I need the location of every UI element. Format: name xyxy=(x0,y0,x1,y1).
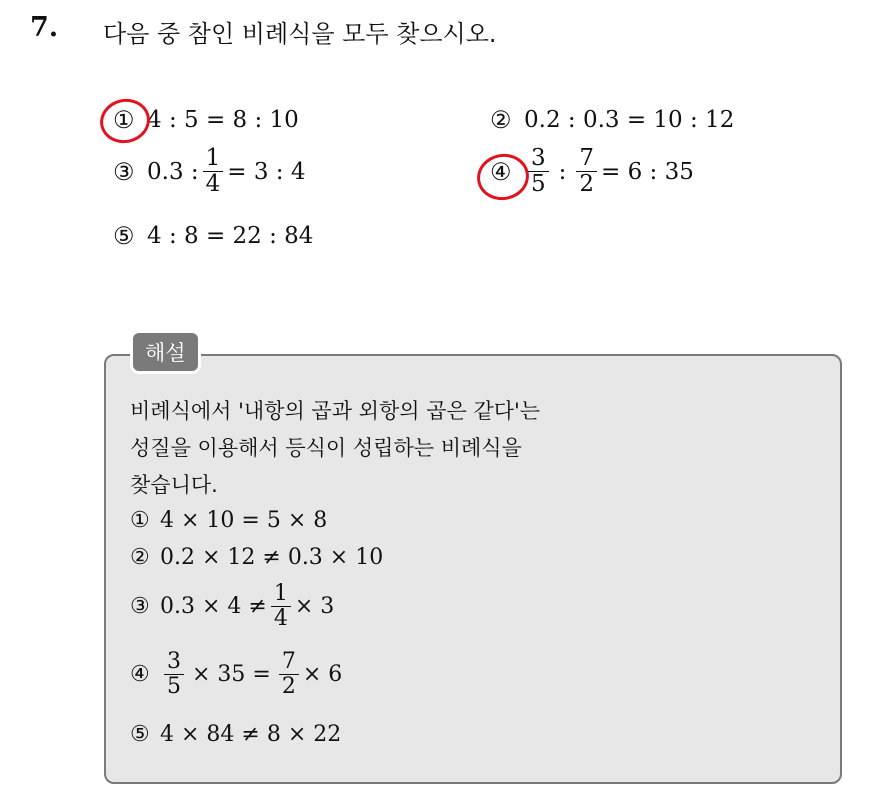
choice-4-fraction-1 xyxy=(528,146,549,198)
fraction-numerator: 1 xyxy=(273,581,288,606)
equation-3-fraction xyxy=(271,582,291,631)
choice-4-fraction-2 xyxy=(576,146,597,198)
choice-5[interactable] xyxy=(113,222,313,250)
explanation-tag: 해설 xyxy=(130,330,201,374)
equation-5-mark: ⑤ xyxy=(130,722,150,747)
choice-3-mark: ③ xyxy=(113,157,135,186)
equation-1 xyxy=(130,508,327,533)
equation-5-text: 4 × 84 ≠ 8 × 22 xyxy=(160,722,342,747)
fraction-denominator: 2 xyxy=(279,674,299,699)
fraction-numerator: 7 xyxy=(579,145,595,171)
equation-4-mark: ④ xyxy=(130,662,150,688)
fraction-numerator: 7 xyxy=(281,649,296,674)
choice-1[interactable] xyxy=(113,106,299,134)
question-text: 다음 중 참인 비례식을 모두 찾으시오. xyxy=(103,20,497,48)
fraction-numerator: 3 xyxy=(167,649,181,674)
choice-4-tail: = 6 : 35 xyxy=(601,158,694,185)
equation-1-text: 4 × 10 = 5 × 8 xyxy=(160,508,328,533)
fraction-denominator: 5 xyxy=(528,171,549,197)
choice-4-mark: ④ xyxy=(490,157,512,186)
fraction-numerator: 3 xyxy=(531,145,546,171)
equation-2 xyxy=(130,545,383,570)
equation-4-tail: × 6 xyxy=(302,662,343,688)
choice-3[interactable] xyxy=(113,146,306,198)
question-number: 7. xyxy=(30,12,59,43)
fraction-denominator: 4 xyxy=(271,606,291,631)
equation-3-mark: ③ xyxy=(130,594,150,620)
equation-2-text: 0.2 × 12 ≠ 0.3 × 10 xyxy=(160,545,384,570)
equation-4-fraction-1 xyxy=(164,650,184,699)
choice-3-fraction xyxy=(203,146,224,198)
fraction-numerator: 1 xyxy=(205,145,221,171)
fraction-denominator: 4 xyxy=(203,171,224,197)
choice-5-mark: ⑤ xyxy=(113,222,135,250)
choice-4[interactable] xyxy=(490,146,694,198)
fraction-denominator: 5 xyxy=(164,674,184,699)
equation-3-tail: × 3 xyxy=(294,594,335,620)
equation-4 xyxy=(130,650,342,699)
choice-4-separator: : xyxy=(558,158,567,185)
equation-3-lead: 0.3 × 4 ≠ xyxy=(160,594,267,620)
explanation-line-2: 성질을 이용해서 등식이 성립하는 비례식을 xyxy=(130,436,522,460)
choice-1-mark: ① xyxy=(113,106,135,134)
fraction-denominator: 2 xyxy=(576,171,597,197)
equation-2-mark: ② xyxy=(130,545,150,570)
equation-3 xyxy=(130,582,334,631)
choice-3-tail: = 3 : 4 xyxy=(227,158,306,185)
explanation-line-1: 비례식에서 '내항의 곱과 외항의 곱은 같다'는 xyxy=(130,399,541,423)
choice-2-text: 0.2 : 0.3 = 10 : 12 xyxy=(524,107,735,133)
equation-4-fraction-2 xyxy=(279,650,299,699)
choice-3-lead: 0.3 : xyxy=(147,158,199,185)
explanation-line-3: 찾습니다. xyxy=(130,473,218,497)
equation-1-mark: ① xyxy=(130,508,150,533)
equation-5 xyxy=(130,722,341,747)
equation-4-mid: × 35 = xyxy=(192,662,271,688)
choice-5-text: 4 : 8 = 22 : 84 xyxy=(147,223,314,249)
choice-1-text: 4 : 5 = 8 : 10 xyxy=(147,107,299,133)
choice-2[interactable] xyxy=(490,106,734,134)
choice-2-mark: ② xyxy=(490,106,512,134)
